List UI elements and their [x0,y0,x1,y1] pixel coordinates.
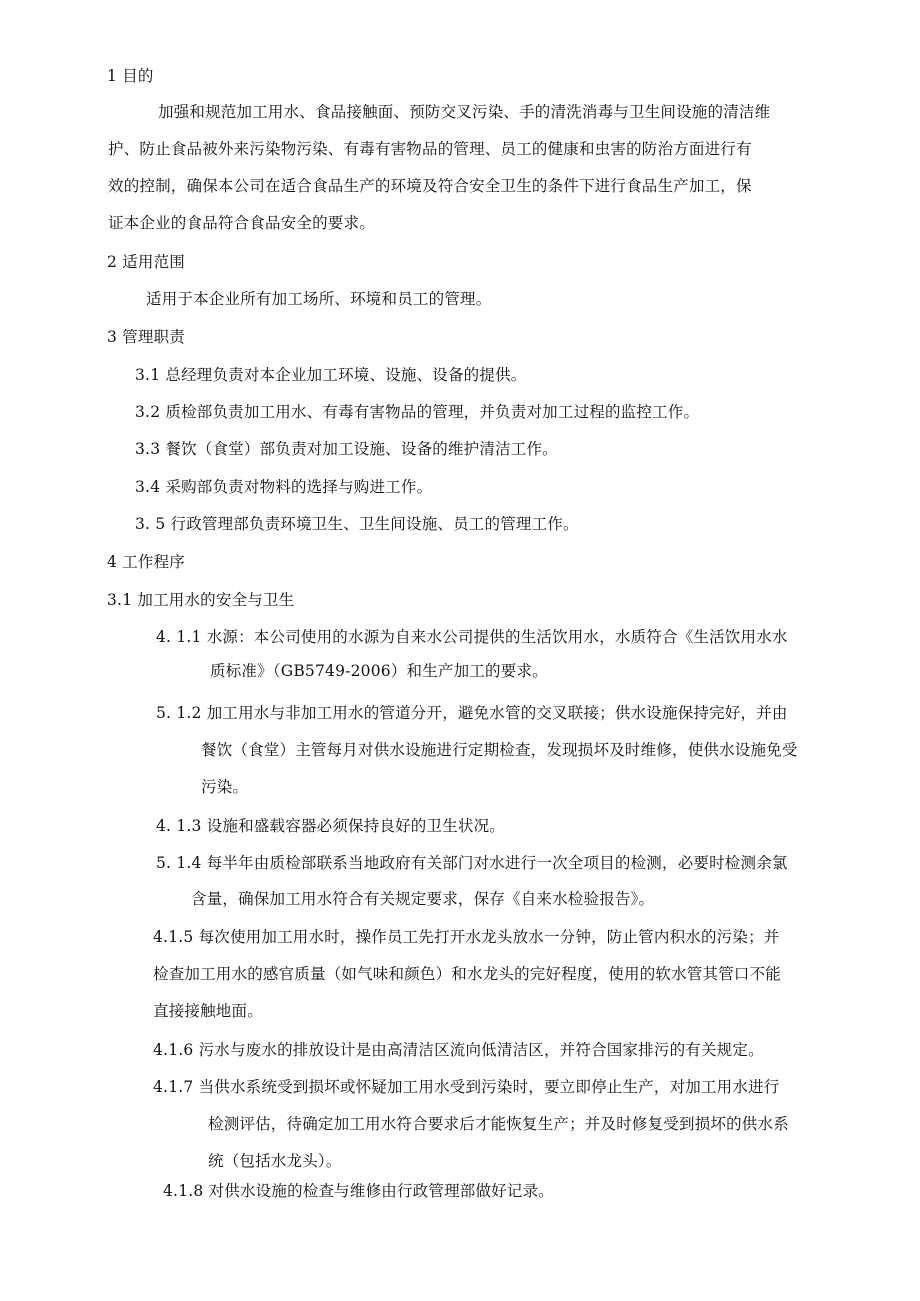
section-1-paragraph-line: 加强和规范加工用水、食品接触面、预防交叉污染、手的清洗消毒与卫生间设施的清洁维 [158,103,771,121]
procedure-item-line: 检查加工用水的感官质量（如气味和颜色）和水龙头的完好程度，使用的软水管其管口不能 [153,965,782,983]
section-1-heading: 1 目的 [107,67,154,85]
duty-item: 3.3 餐饮（食堂）部负责对加工设施、设备的维护清洁工作。 [135,440,558,458]
procedure-item-line: 统（包括水龙头）。 [208,1152,342,1170]
procedure-item-line: 检测评估，待确定加工用水符合要求后才能恢复生产；并及时修复受到损坏的供水系 [208,1115,789,1133]
procedure-item-line: 4.1.8 对供水设施的检查与维修由行政管理部做好记录。 [163,1182,554,1200]
procedure-item-line: 4. 1.3 设施和盛载容器必须保持良好的卫生状况。 [156,817,505,835]
procedure-item-line: 直接接触地面。 [153,1002,263,1020]
duty-item: 3.4 采购部负责对物料的选择与购进工作。 [135,478,433,496]
section-2-paragraph: 适用于本企业所有加工场所、环境和员工的管理。 [146,290,492,308]
procedure-item-line: 4. 1.1 水源：本公司使用的水源为自来水公司提供的生活饮用水，水质符合《生活饮用水水 [156,628,788,646]
procedure-item-line: 质标准》（GB5749-2006）和生产加工的要求。 [210,662,548,680]
section-1-paragraph-line: 证本企业的食品符合食品安全的要求。 [108,214,375,232]
procedure-item-line: 餐饮（食堂）主管每月对供水设施进行定期检查，发现损坏及时维修，使供水设施免受 [201,741,798,759]
section-3-heading: 3 管理职责 [107,328,185,346]
subsection-heading: 3.1 加工用水的安全与卫生 [107,591,295,609]
section-2-heading: 2 适用范围 [107,253,185,271]
section-1-paragraph-line: 护、防止食品被外来污染物污染、有毒有害物品的管理、员工的健康和虫害的防治方面进行有 [108,140,752,158]
duty-item: 3. 5 行政管理部负责环境卫生、卫生间设施、员工的管理工作。 [135,515,579,533]
procedure-item-line: 4.1.7 当供水系统受到损坏或怀疑加工用水受到污染时，要立即停止生产，对加工用水进行 [153,1078,780,1096]
procedure-item-line: 含量，确保加工用水符合有关规定要求，保存《自来水检验报告》。 [191,890,655,908]
procedure-item-line: 4.1.5 每次使用加工用水时，操作员工先打开水龙头放水一分钟，防止管内积水的污染；并 [153,928,780,946]
section-1-paragraph-line: 效的控制，确保本公司在适合食品生产的环境及符合安全卫生的条件下进行食品生产加工，保 [108,177,752,195]
duty-item: 3.2 质检部负责加工用水、有毒有害物品的管理，并负责对加工过程的监控工作。 [135,403,700,421]
section-4-heading: 4 工作程序 [107,553,185,571]
procedure-item-line: 4.1.6 污水与废水的排放设计是由高清洁区流向低清洁区，并符合国家排污的有关规定。 [153,1041,764,1059]
procedure-item-line: 5. 1.4 每半年由质检部联系当地政府有关部门对水进行一次全项目的检测，必要时检测余氯 [156,854,788,872]
procedure-item-line: 5. 1.2 加工用水与非加工用水的管道分开，避免水管的交叉联接；供水设施保持完好，并由 [156,704,788,722]
procedure-item-line: 污染。 [201,778,249,796]
duty-item: 3.1 总经理负责对本企业加工环境、设施、设备的提供。 [135,366,527,384]
